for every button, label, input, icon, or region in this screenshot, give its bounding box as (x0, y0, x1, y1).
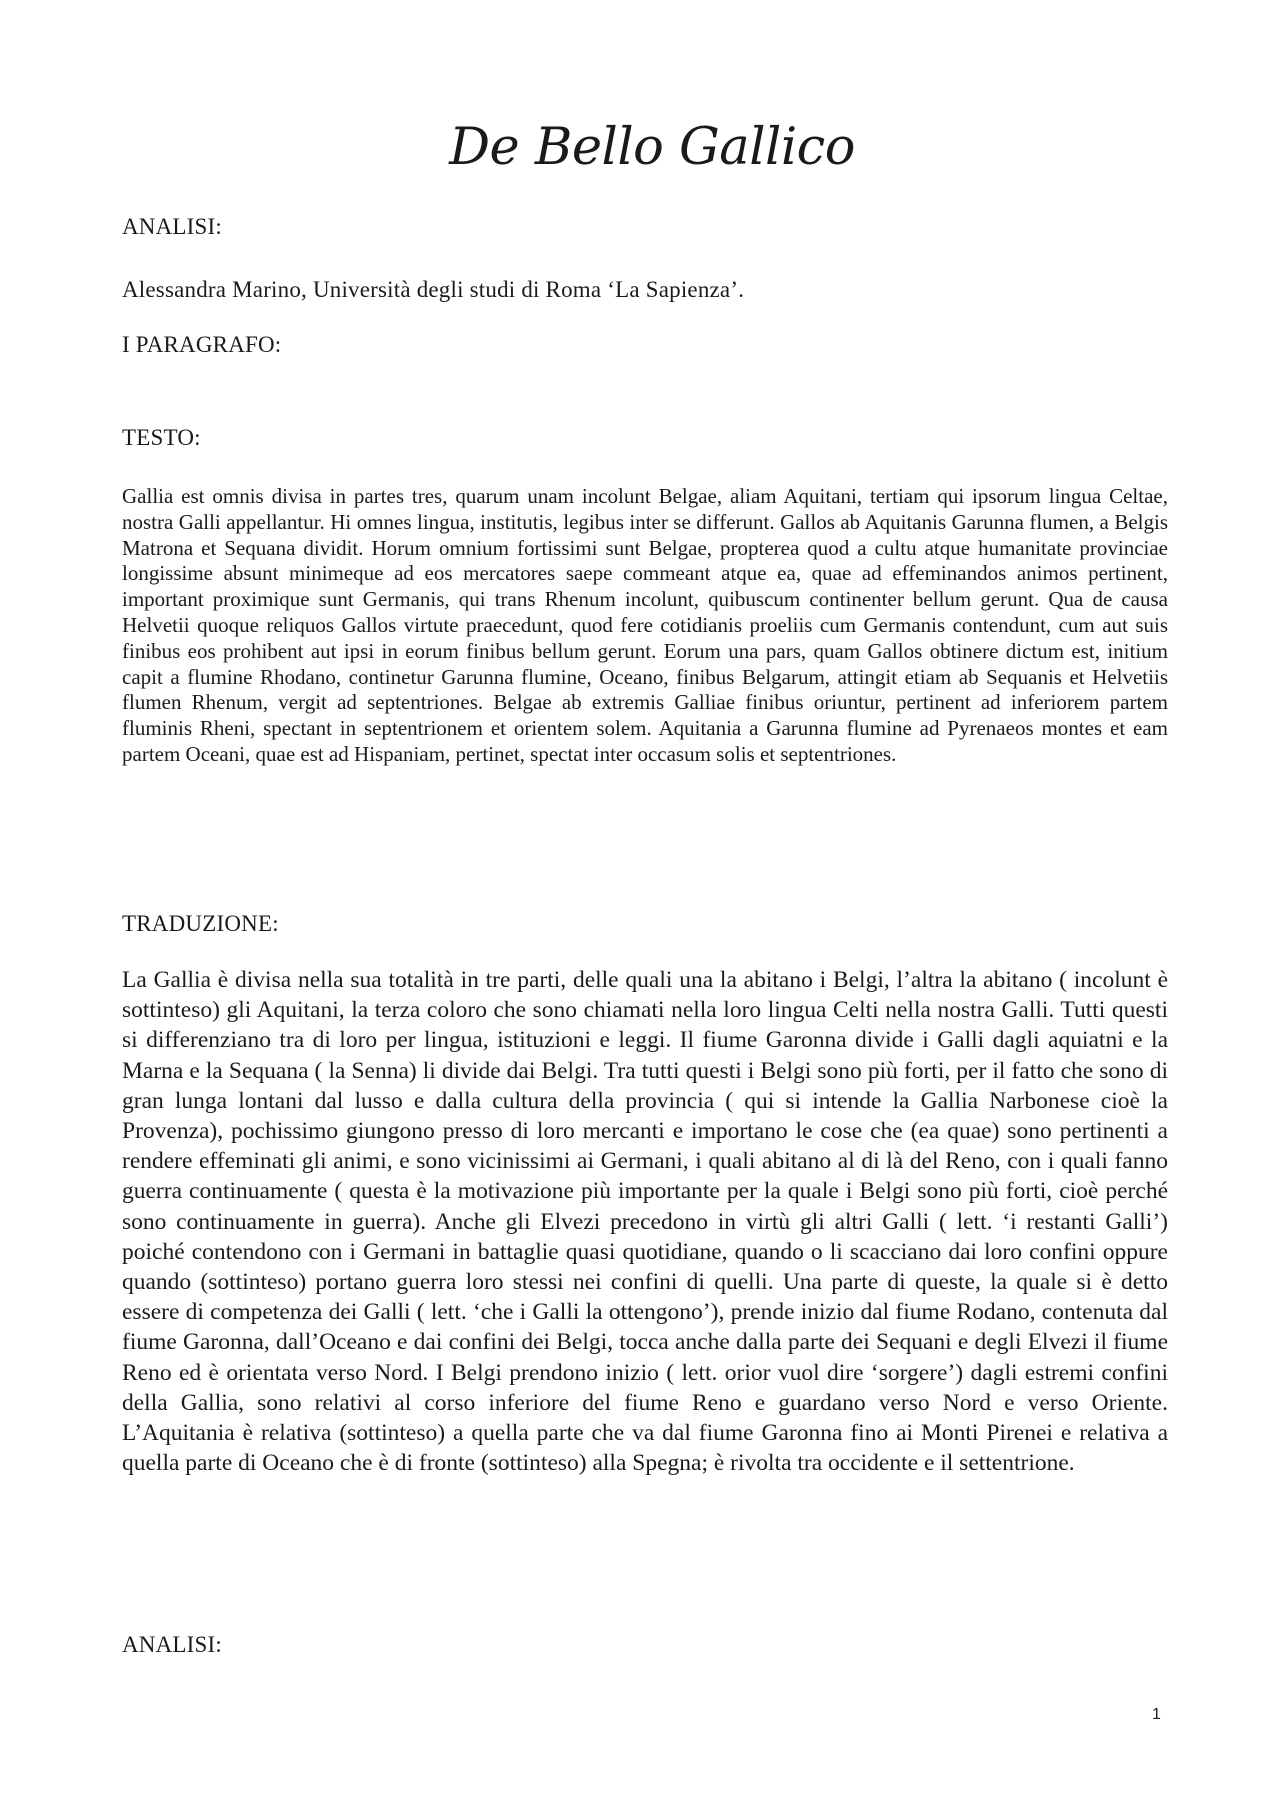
paragraph-heading: I PARAGRAFO: (122, 332, 282, 357)
latin-text: Gallia est omnis divisa in partes tres, quarum unam incolunt Belgae, aliam Aquitani, tertiam qui ipsorum lingua Celtae, nostra Galli appellantur. Hi omnes lingua, institutis, legibus inter se differunt. Gallos ab Aquitanis Garunna flumen, a Belgis Matrona et Sequana dividit. Horum omnium fortissimi sunt Belgae, propterea quod a cultu atque humanitate provinciae longissime absunt minimeque ad eos mercatores saepe commeant atque ea, quae ad effeminandos animos pertinent, important proximique sunt Germanis, qui trans Rhenum incolunt, quibuscum continenter bellum gerunt. Qua de causa Helvetii quoque reliquos Gallos virtute praecedunt, quod fere cotidianis proeliis cum Germanis contendunt, cum aut suis finibus eos prohibent aut ipsi in eorum finibus bellum gerunt. Eorum una pars, quam Gallos obtinere dictum est, initium capit a flumine Rhodano, continetur Garunna flumine, Oceano, finibus Belgarum, attingit etiam ab Sequanis et Helvetiis flumen Rhenum, vergit ad septentriones. Belgae ab extremis Galliae finibus oriuntur, pertinent ad inferiorem partem fluminis Rheni, spectant in septentrionem et orientem solem. Aquitania a Garunna flumine ad Pyrenaeos montes et eam partem Oceani, quae est ad Hispaniam, pertinet, spectat inter occasum solis et septentriones. (122, 484, 1168, 766)
analisi-heading-2: ANALISI: (122, 1632, 222, 1657)
page-number: 1 (1152, 1706, 1161, 1723)
traduzione-heading: TRADUZIONE: (122, 911, 279, 936)
author-line: Alessandra Marino, Università degli studi di Roma ‘La Sapienza’. (122, 277, 745, 302)
italian-translation: La Gallia è divisa nella sua totalità in tre parti, delle quali una la abitano i Belgi, l’altra la abitano ( incolunt è sottinteso) gli Aquitani, la terza coloro che sono chiamati nella loro lingua Celti nella nostra Galli. Tutti questi si differenziano tra di loro per lingua, istituzioni e leggi. Il fiume Garonna divide i Galli dagli aquiatni e la Marna e la Sequana ( la Senna) li divide dai Belgi. Tra tutti questi i Belgi sono più forti, per il fatto che sono di gran lunga lontani dal lusso e dalla cultura della provincia ( qui si intende la Gallia Narbonese cioè la Provenza), pochissimo giungono presso di loro mercanti e importano le cose che (ea quae) sono pertinenti a rendere effeminati gli animi, e sono vicinissimi ai Germani, i quali abitano al di là del Reno, con i quali fanno guerra continuamente ( questa è la motivazione più importante per la quale i Belgi sono più forti, cioè perché sono continuamente in guerra). Anche gli Elvezi precedono in virtù gli altri Galli ( lett. ‘i restanti Galli’) poiché contendono con i Germani in battaglie quasi quotidiane, quando o li scacciano dai loro confini oppure quando (sottinteso) portano guerra loro stessi nei confini di quelli. Una parte di queste, la quale si è detto essere di competenza dei Galli ( lett. ‘che i Galli la ottengono’), prende inizio dal fiume Rodano, contenuta dal fiume Garonna, dall’Oceano e dai confini dei Belgi, tocca anche dalla parte dei Sequani e degli Elvezi il fiume Reno ed è orientata verso Nord. I Belgi prendono inizio ( lett. orior vuol dire ‘sorgere’) dagli estremi confini della Gallia, sono relativi al corso inferiore del fiume Reno e guardano verso Nord e verso Oriente. L’Aquitania è relativa (sottinteso) a quella parte che va dal fiume Garonna fino ai Monti Pirenei e relativa a quella parte di Oceano che è di fronte (sottinteso) alla Spegna; è rivolta tra occidente e il settentrione. (122, 967, 1168, 1477)
page-title: De Bello Gallico (449, 118, 855, 177)
analisi-heading: ANALISI: (122, 214, 222, 239)
testo-heading: TESTO: (122, 425, 201, 450)
